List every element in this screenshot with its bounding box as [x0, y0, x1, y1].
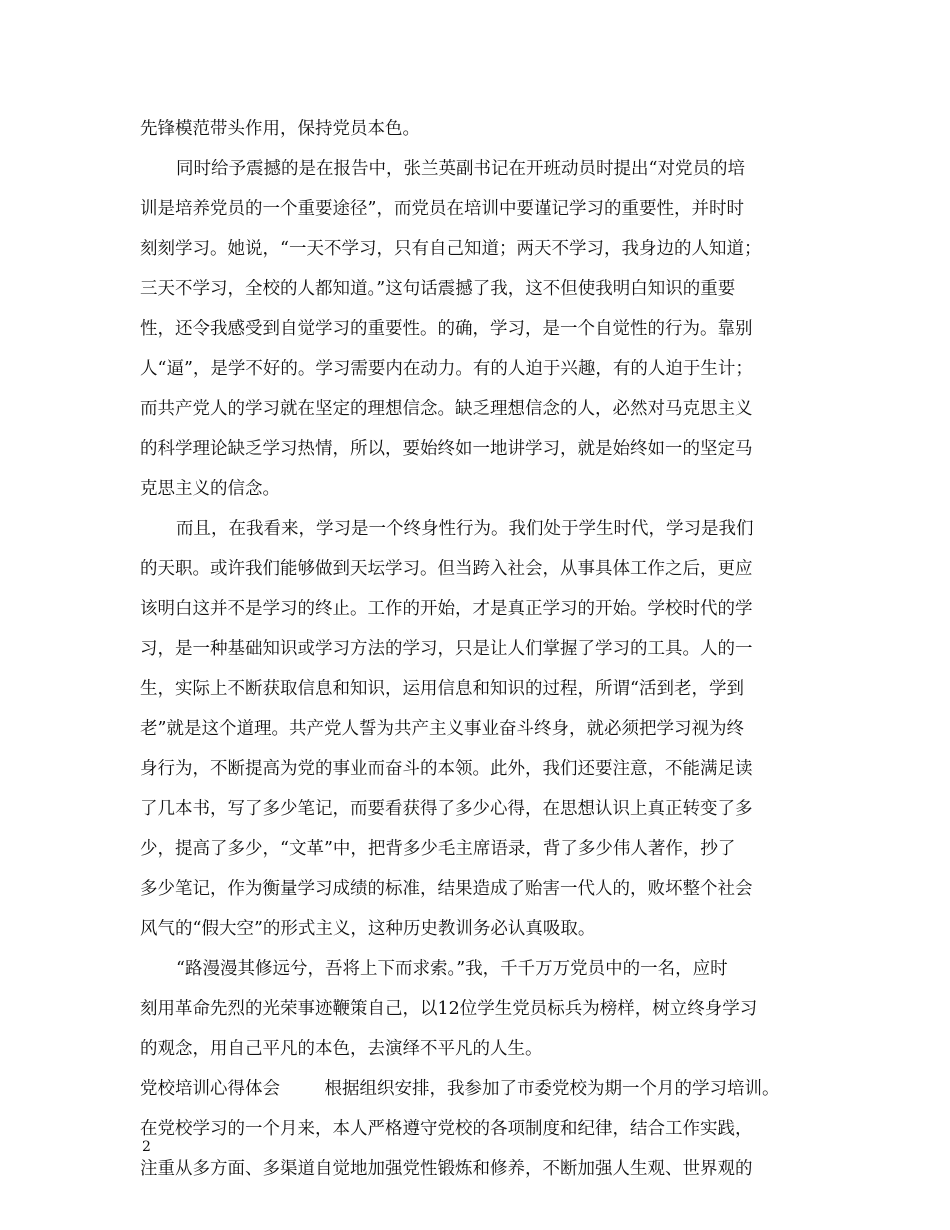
text-line: 多少笔记，作为衡量学习成绩的标准，结果造成了贻害一代人的，败坏整个社会: [140, 879, 753, 899]
text-line: 三天不学习，全校的人都知道。”这句话震撼了我，这不但使我明白知识的重要: [140, 279, 736, 299]
page-number: 2: [142, 1139, 151, 1155]
text-line: 刻刻学习。她说，“一天不学习，只有自己知道；两天不学习，我身边的人知道；: [140, 239, 762, 259]
text-line: 少，提高了多少，“文革”中，把背多少毛主席语录，背了多少伟人著作，抄了: [140, 839, 736, 859]
text-line: 而且，在我看来，学习是一个终身性行为。我们处于学生时代，学习是我们: [176, 519, 754, 539]
text-line: 注重从多方面、多渠道自觉地加强党性锻炼和修养，不断加强人生观、世界观的: [140, 1159, 753, 1179]
text-line: 训是培养党员的一个重要途径”，而党员在培训中要谨记学习的重要性，并时时: [140, 199, 744, 219]
text-line: 性，还令我感受到自觉学习的重要性。的确，学习，是一个自觉性的行为。靠别: [140, 319, 753, 339]
text-line: 身行为，不断提高为党的事业而奋斗的本领。此外，我们还要注意，不能满足读: [140, 759, 753, 779]
text-line: 的观念，用自己平凡的本色，去演绎不平凡的人生。: [140, 1039, 543, 1059]
text-line: 而共产党人的学习就在坚定的理想信念。缺乏理想信念的人，必然对马克思主义: [140, 399, 753, 419]
text-line: 老”就是这个道理。共产党人誓为共产主义事业奋斗终身，就必须把学习视为终: [140, 719, 744, 739]
text-line: 同时给予震撼的是在报告中，张兰英副书记在开班动员时提出“对党员的培: [176, 159, 745, 179]
text-line: “路漫漫其修远兮，吾将上下而求索。”我，千千万万党员中的一名，应时: [176, 959, 728, 979]
text-line: 在党校学习的一个月来，本人严格遵守党校的各项制度和纪律，结合工作实践，: [140, 1119, 753, 1139]
text-line: 了几本书，写了多少笔记，而要看获得了多少心得，在思想认识上真正转变了多: [140, 799, 753, 819]
text-line: 刻用革命先烈的光荣事迹鞭策自己，以12位学生党员标兵为榜样，树立终身学习: [140, 999, 758, 1019]
text-line: 生，实际上不断获取信息和知识，运用信息和知识的过程，所谓“活到老，学到: [140, 679, 744, 699]
text-line: 习，是一种基础知识或学习方法的学习，只是让人们掌握了学习的工具。人的一: [140, 639, 753, 659]
text-line: 风气的“假大空”的形式主义，这种历史教训务必认真吸取。: [140, 919, 596, 939]
text-line: 的科学理论缺乏学习热情，所以，要始终如一地讲学习，就是始终如一的坚定马: [140, 439, 753, 459]
text-line: 先锋模范带头作用，保持党员本色。: [140, 119, 420, 139]
text-line: 的天职。或许我们能够做到天坛学习。但当跨入社会，从事具体工作之后，更应: [140, 559, 753, 579]
text-line: 人“逼”，是学不好的。学习需要内在动力。有的人迫于兴趣，有的人迫于生计；: [140, 359, 753, 379]
text-line: 该明白这并不是学习的终止。工作的开始，才是真正学习的开始。学校时代的学: [140, 599, 753, 619]
text-line: 克思主义的信念。: [140, 479, 280, 499]
text-line: 党校培训心得体会 根据组织安排，我参加了市委党校为期一个月的学习培训。: [140, 1079, 780, 1099]
